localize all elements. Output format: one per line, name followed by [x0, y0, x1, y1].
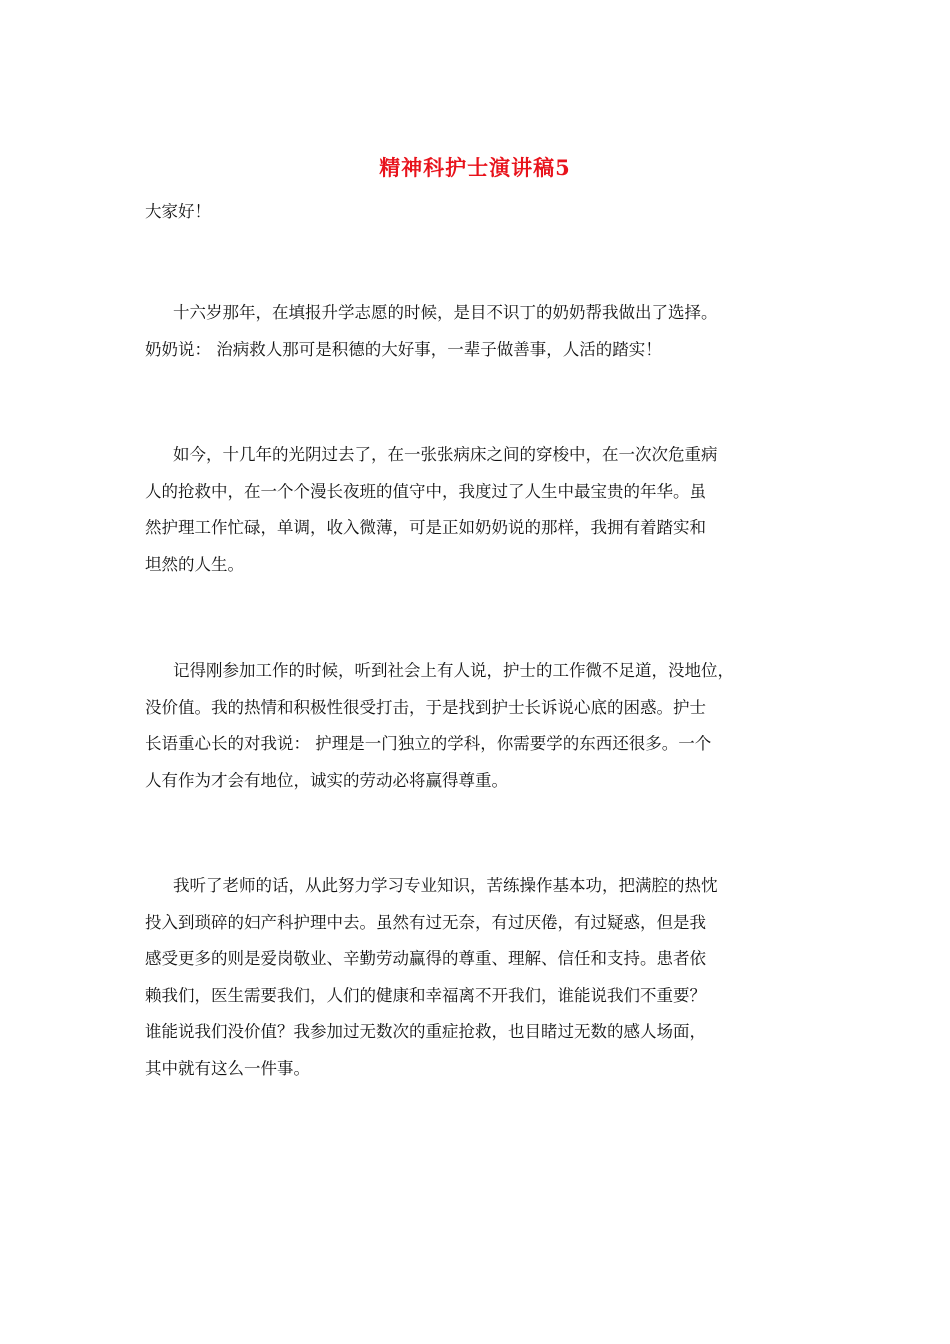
- document-title: 精神科护士演讲稿5: [379, 155, 571, 180]
- paragraph-line: 人有作为才会有地位，诚实的劳动必将赢得尊重。: [145, 770, 508, 790]
- paragraph-line: 奶奶说： 治病救人那可是积德的大好事，一辈子做善事，人活的踏实！: [145, 339, 662, 359]
- paragraph-3: [145, 653, 825, 799]
- greeting-text: 大家好！: [145, 202, 211, 221]
- paragraph-line: 我听了老师的话，从此努力学习专业知识，苦练操作基本功，把满腔的热忱: [173, 876, 718, 895]
- paragraph-line: 长语重心长的对我说： 护理是一门独立的学科，你需要学的东西还很多。一个: [145, 734, 712, 753]
- paragraph-line: 然护理工作忙碌，单调，收入微薄，可是正如奶奶说的那样，我拥有着踏实和: [145, 518, 706, 537]
- paragraph-line: 十六岁那年，在填报升学志愿的时候，是目不识丁的奶奶帮我做出了选择。: [173, 303, 718, 322]
- paragraph-1: [145, 295, 825, 368]
- paragraph-line: 没价值。我的热情和积极性很受打击，于是找到护士长诉说心底的困惑。护士: [145, 697, 706, 717]
- paragraph-line: 感受更多的则是爱岗敬业、辛勤劳动赢得的尊重、理解、信任和支持。患者依: [145, 949, 706, 968]
- paragraph-2: [145, 437, 825, 583]
- paragraph-line: 如今，十几年的光阴过去了，在一张张病床之间的穿梭中，在一次次危重病: [173, 445, 718, 464]
- paragraph-line: 投入到琐碎的妇产科护理中去。虽然有过无奈，有过厌倦，有过疑惑，但是我: [145, 912, 706, 932]
- paragraph-4: [145, 868, 825, 1087]
- paragraph-line: 谁能说我们没价值？我参加过无数次的重症抢救，也目睹过无数的感人场面，: [145, 1022, 706, 1041]
- paragraph-line: 人的抢救中，在一个个漫长夜班的值守中，我度过了人生中最宝贵的年华。虽: [145, 481, 706, 501]
- paragraph-line: 记得刚参加工作的时候，听到社会上有人说，护士的工作微不足道，没地位，: [173, 661, 734, 680]
- paragraph-line: 坦然的人生。: [145, 554, 244, 574]
- paragraph-line: 赖我们，医生需要我们，人们的健康和幸福离不开我们，谁能说我们不重要？: [145, 985, 706, 1005]
- paragraph-line: 其中就有这么一件事。: [145, 1058, 310, 1078]
